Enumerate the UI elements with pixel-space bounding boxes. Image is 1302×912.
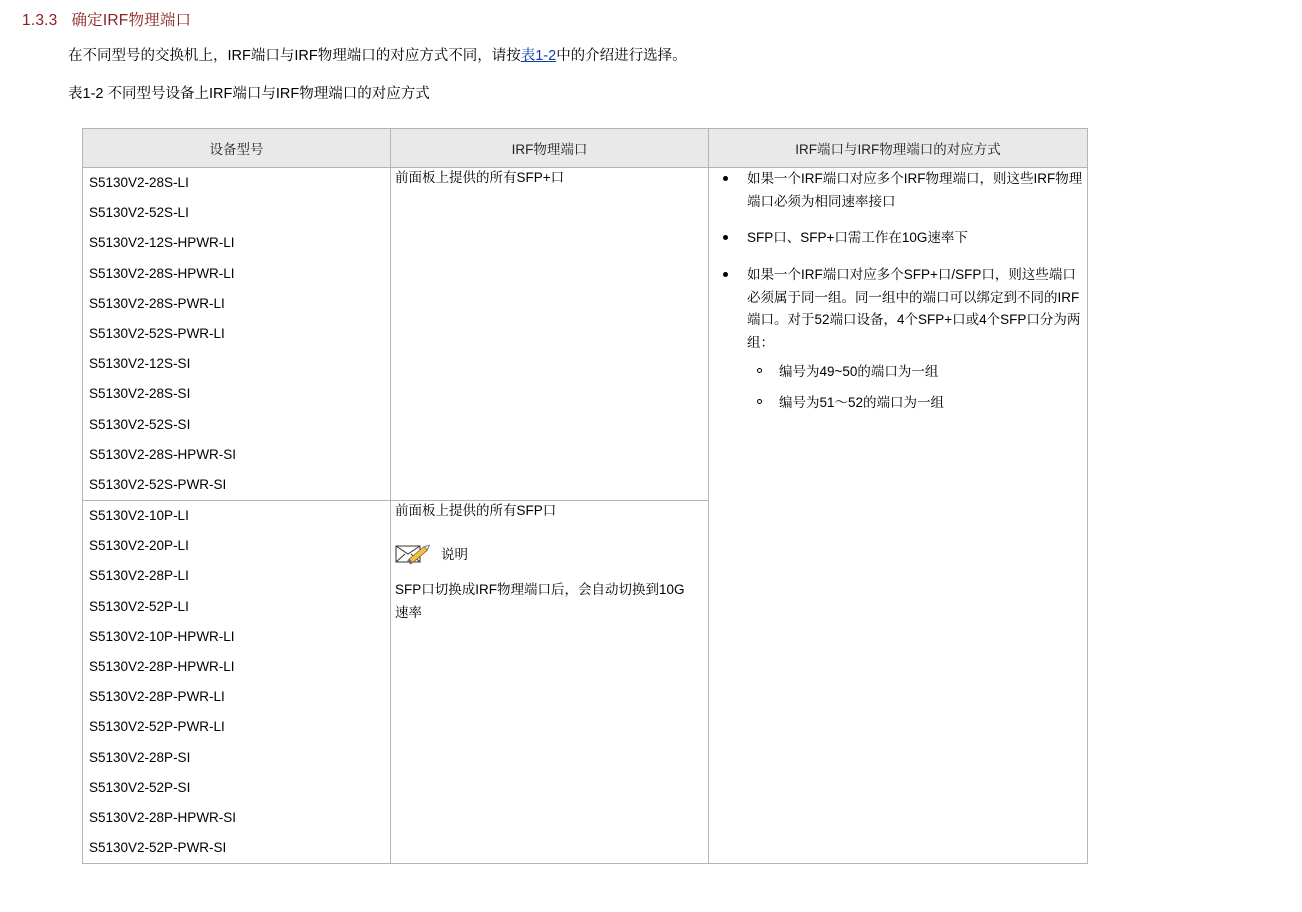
model-list-1 <box>83 168 390 500</box>
list-item <box>715 227 1083 250</box>
column-header-mapping: IRF端口与IRF物理端口的对应方式 <box>709 129 1088 168</box>
mapping-bullet-text-1: 如果一个IRF端口对应多个IRF物理端口，则这些IRF物理端口必须为相同速率接口 <box>747 171 1083 209</box>
list-item: S5130V2-52S-PWR-SI <box>89 476 227 492</box>
note-block <box>391 539 708 625</box>
list-item: S5130V2-28S-LI <box>89 175 189 190</box>
mapping-bullet-list <box>709 168 1087 415</box>
section-heading <box>22 8 191 30</box>
list-item: S5130V2-12S-HPWR-LI <box>89 235 235 251</box>
port-mapping-table <box>82 128 1088 864</box>
list-item: S5130V2-28P-HPWR-SI <box>89 809 237 825</box>
model-list-2 <box>83 501 390 863</box>
table-caption: 表1-2 不同型号设备上IRF端口与IRF物理端口的对应方式 <box>68 86 430 102</box>
column-header-physical-port: IRF物理端口 <box>391 129 709 168</box>
list-item: 编号为51～52的端口为一组 <box>747 392 1083 415</box>
list-item: S5130V2-52P-PWR-SI <box>89 840 227 856</box>
intro-paragraph <box>68 44 687 65</box>
note-text: SFP口切换成IRF物理端口后，会自动切换到10G速率 <box>395 582 685 621</box>
physical-port-cell-2 <box>391 501 709 864</box>
list-item: S5130V2-10P-LI <box>89 508 189 524</box>
mapping-subbullet-list <box>747 361 1083 415</box>
list-item: S5130V2-52P-PWR-LI <box>89 719 225 735</box>
note-label: 说明 <box>441 546 468 562</box>
section-title: 确定IRF物理端口 <box>71 12 192 29</box>
device-model-cell-1 <box>83 168 391 501</box>
list-item: S5130V2-28P-HPWR-LI <box>89 659 235 674</box>
list-item: S5130V2-28S-SI <box>89 386 191 402</box>
list-item: S5130V2-10P-HPWR-LI <box>89 628 235 644</box>
table-row <box>83 168 1088 501</box>
mapping-bullet-text-2: SFP口、SFP+口需工作在10G速率下 <box>747 230 968 246</box>
physical-port-cell-1 <box>391 168 709 501</box>
list-item <box>715 168 1083 213</box>
physical-port-text-2: 前面板上提供的所有SFP口 <box>395 503 557 519</box>
list-item: S5130V2-52S-SI <box>89 416 191 432</box>
table-cross-reference-link[interactable]: 表1-2 <box>520 48 557 64</box>
table-header-row <box>83 129 1088 168</box>
note-pencil-icon <box>395 540 433 568</box>
list-item: S5130V2-28S-PWR-LI <box>89 295 225 311</box>
list-item: S5130V2-28P-PWR-LI <box>89 689 225 705</box>
mapping-cell <box>709 168 1088 864</box>
column-header-device-model: 设备型号 <box>83 129 391 168</box>
note-header <box>395 539 708 569</box>
mapping-bullet-text-3: 如果一个IRF端口对应多个SFP+口/SFP口，则这些端口必须属于同一组。同一组中的端口可以绑定到不同的IRF端口。对于52端口设备，4个SFP+口或4个SFP口分为两组： <box>747 267 1081 351</box>
list-item <box>715 264 1083 415</box>
list-item: S5130V2-20P-LI <box>89 538 189 554</box>
list-item: S5130V2-28P-LI <box>89 568 189 584</box>
list-item: S5130V2-52S-LI <box>89 205 189 221</box>
intro-text-after: 中的介绍进行选择。 <box>556 48 687 64</box>
list-item: S5130V2-52S-PWR-LI <box>89 325 225 341</box>
section-number: 1.3.3 <box>22 12 58 29</box>
list-item: S5130V2-52P-SI <box>89 779 191 795</box>
list-item: S5130V2-28S-HPWR-LI <box>89 265 235 281</box>
list-item: S5130V2-52P-LI <box>89 598 189 614</box>
list-item: S5130V2-12S-SI <box>89 356 191 372</box>
list-item: 编号为49~50的端口为一组 <box>747 361 1083 384</box>
device-model-cell-2 <box>83 501 391 864</box>
physical-port-text-1: 前面板上提供的所有SFP+口 <box>395 170 565 185</box>
intro-text-before: 在不同型号的交换机上，IRF端口与IRF物理端口的对应方式不同，请按 <box>68 48 521 64</box>
list-item: S5130V2-28P-SI <box>89 749 191 765</box>
list-item: S5130V2-28S-HPWR-SI <box>89 446 237 462</box>
